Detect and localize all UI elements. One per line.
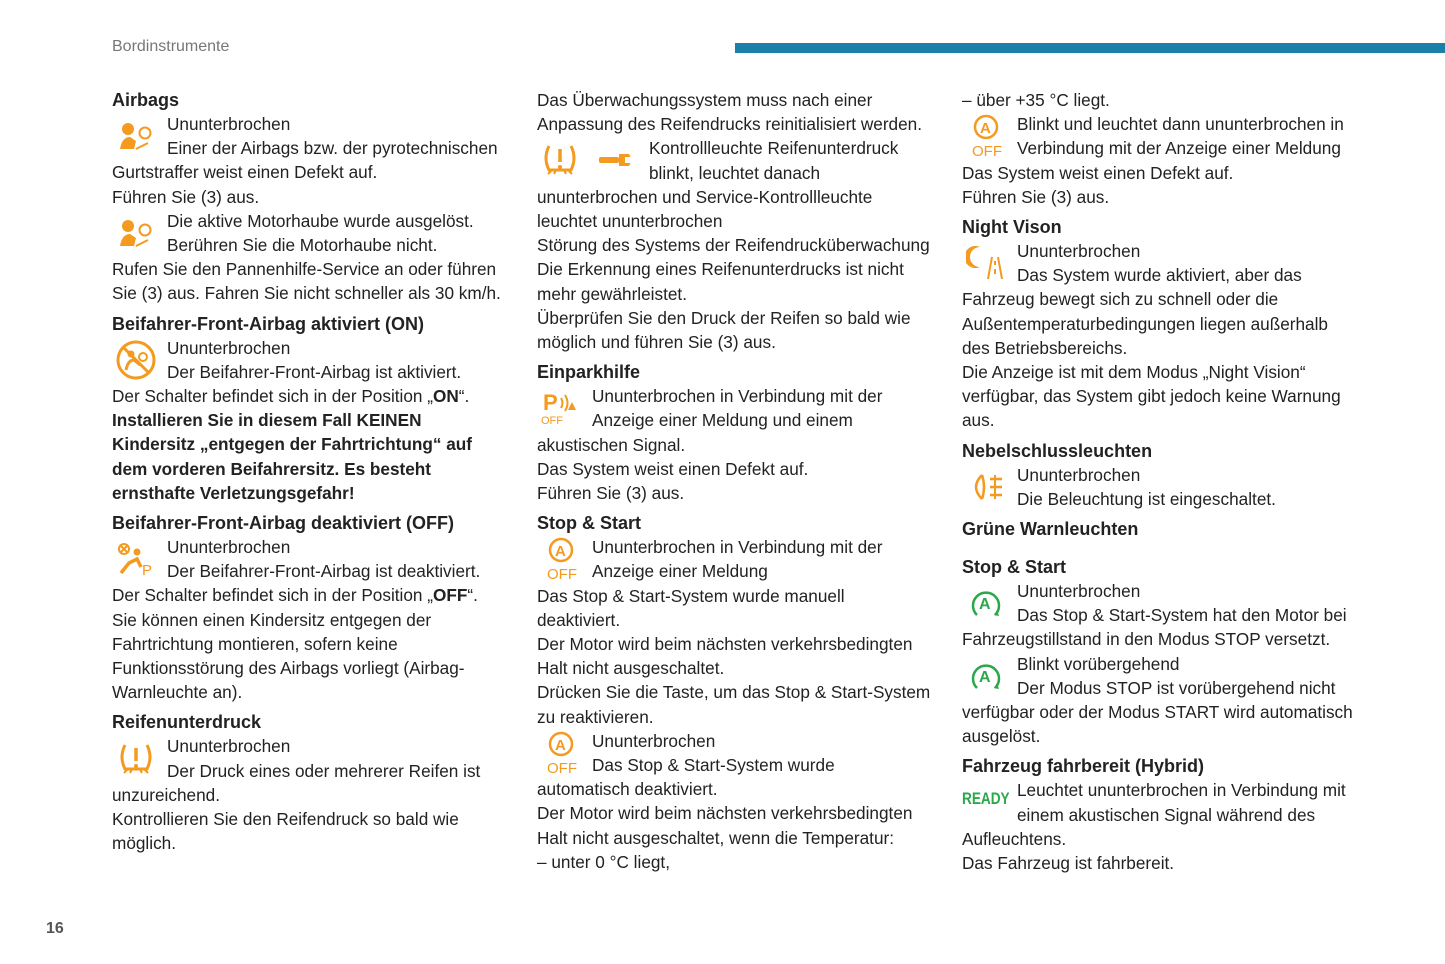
text-span: Der Schalter befindet sich in der Position „ [112,585,433,606]
text-line: Ununterbrochen [592,730,716,751]
text-paragraph: ununterbrochen und Service-Kontrollleuchte leuchtet ununterbrochen [537,186,873,232]
text-line: Einer der Airbags bzw. der pyrotechnischen [167,138,498,159]
text-line: Leuchtet ununterbrochen in Verbindung mit [1017,780,1346,801]
text-line: Anzeige einer Meldung und einem [592,410,853,431]
text-line: Führen Sie (3) aus. [112,186,260,207]
ready-heading: Fahrzeug fahrbereit (Hybrid) [962,756,1205,777]
text-line: Gurtstraffer weist einen Defekt auf. [112,162,378,183]
airbag-off-block [112,535,512,583]
text-line: Ununterbrochen [167,537,291,558]
text-line: Verbindung mit der Anzeige einer Meldung [1017,138,1341,159]
text-line: Der Beifahrer-Front-Airbag ist deaktiviert. [167,561,481,582]
tyre-pressure-heading: Reifenunterdruck [112,712,262,733]
airbag-on-icon [112,338,160,382]
text-line: Der Beifahrer-Front-Airbag ist aktiviert. [167,361,462,382]
stop-start-green-block-2 [962,652,1362,700]
airbag-warning-icon [112,211,160,255]
text-paragraph: Fahrzeug bewegt sich zu schnell oder die Außentemperaturbedingungen liegen außerhalb des Betriebsbereichs. [962,289,1328,358]
text-paragraph: Kontrollieren Sie den Reifendruck so bald wie möglich. [112,809,459,854]
svg-text:A: A [979,596,991,614]
tpms-block [537,136,937,184]
stop-start-block-2 [537,729,937,777]
green-warning-lights-heading: Grüne Warnleuchten [962,519,1139,540]
text-line: blinkt, leuchtet danach [649,162,821,183]
stop-start-active-icon [962,654,1010,698]
text-line: Das Stop & Start-System hat den Motor bei [1017,605,1347,626]
text-line: Anzeige einer Meldung [592,561,768,582]
airbag-on-heading: Beifahrer-Front-Airbag aktiviert (ON) [112,313,425,334]
night-vision-icon [962,241,1010,285]
svg-text:A: A [980,120,991,138]
text-line: Das Stop & Start-System wurde [592,755,835,776]
text-paragraph: Das Stop & Start-System wurde manuell deaktiviert. [537,585,845,630]
text-bold: ON [433,386,459,407]
text-line: Fahrzeugstillstand in den Modus STOP versetzt. [962,629,1331,650]
text-paragraph: verfügbar oder der Modus START wird automatisch ausgelöst. [962,702,1353,747]
column-1 [112,88,512,855]
stop-start-active-icon [962,581,1010,625]
airbags-block-2 [112,209,512,257]
text-line: Störung des Systems der Reifendrucküberwachung [537,235,930,256]
stop-start-off-icon [962,114,1010,158]
text-line: unzureichend. [112,784,220,805]
rear-fog-heading: Nebelschlussleuchten [962,440,1153,461]
ready-block [962,778,1362,826]
text-line: – unter 0 °C liegt, [537,851,670,872]
header-title: Bordinstrumente [112,38,230,55]
parking-aid-heading: Einparkhilfe [537,362,641,383]
airbag-off-heading: Beifahrer-Front-Airbag deaktiviert (OFF) [112,513,455,534]
text-paragraph: Überprüfen Sie den Druck der Reifen so bald wie möglich und führen Sie (3) aus. [537,307,911,353]
text-line: Blinkt vorübergehend [1017,653,1180,674]
stop-start-block-1 [537,535,937,583]
text-bold: OFF [433,585,468,606]
parking-sensor-off-icon [537,386,585,430]
stop-start-green-heading: Stop & Start [962,557,1067,578]
svg-text:P: P [543,390,558,416]
text-line: Ununterbrochen [167,337,291,358]
text-line: Die Beleuchtung ist eingeschaltet. [1017,488,1276,509]
text-line: Das System weist einen Defekt auf. [962,162,1234,183]
svg-text:A: A [555,543,566,561]
svg-text:OFF: OFF [547,566,577,582]
airbag-warning-icon [112,114,160,158]
text-line: Ununterbrochen in Verbindung mit der [592,386,883,407]
text-line: Führen Sie (3) aus. [537,483,685,504]
airbags-block-1 [112,112,512,160]
warning-text: Installieren Sie in diesem Fall KEINEN Kindersitz „entgegen der Fahrtrichtung“ auf dem vorderen Beifahrersitz. Es besteht ernsthafte Verletzungsgefahr! [112,410,473,503]
airbag-off-icon [112,537,160,581]
stop-start-off-icon [537,537,585,581]
tyre-pressure-icon [112,736,160,780]
text-span: Der Schalter befindet sich in der Position „ [112,386,433,407]
text-paragraph: Die Anzeige ist mit dem Modus „Night Vision“ verfügbar, das System gibt jedoch keine Warnung aus. [962,362,1341,431]
rear-fog-block [962,463,1362,511]
text-span: “. [467,585,478,606]
text-line: Das System weist einen Defekt auf. [537,458,809,479]
header-accent-bar [735,43,1445,53]
stop-start-off-icon [537,731,585,775]
text-line: akustischen Signal. [537,434,686,455]
svg-text:A: A [979,668,991,686]
parking-aid-block [537,384,937,432]
text-line: Ununterbrochen [1017,581,1141,602]
text-line: Kontrollleuchte Reifenunterdruck [649,138,899,159]
text-paragraph: Rufen Sie den Pannenhilfe-Service an oder führen Sie (3) aus. Fahren Sie nicht schneller als 30 km/h. [112,259,501,304]
text-line: Der Modus STOP ist vorübergehend nicht [1017,677,1336,698]
text-line: Ununterbrochen [167,114,291,134]
ready-icon-label: READY [962,789,1010,809]
night-vision-heading: Night Vison [962,217,1062,238]
text-line: Führen Sie (3) aus. [962,186,1110,207]
tpms-and-service-icons [537,138,637,182]
rear-fog-light-icon [962,465,1010,509]
text-line: einem akustischen Signal während des [1017,804,1316,825]
text-line: Blinkt und leuchtet dann ununterbrochen in [1017,114,1344,135]
text-paragraph: Das Überwachungssystem muss nach einer Anpassung des Reifendrucks reinitialisiert werden. [537,90,923,135]
svg-text:OFF: OFF [972,143,1002,159]
text-paragraph: Die Erkennung eines Reifenunterdrucks ist nicht mehr gewährleistet. [537,259,904,304]
night-vision-block [962,239,1362,287]
text-line: Ununterbrochen [167,736,291,757]
text-paragraph: Sie können einen Kindersitz entgegen der Fahrtrichtung montieren, sofern keine Funktionsstörung des Airbags vorliegt (Airbag-Warnleuchte an). [112,609,465,703]
page-number: 16 [46,920,64,937]
text-line: Berühren Sie die Motorhaube nicht. [167,235,438,256]
text-paragraph: Drücken Sie die Taste, um das Stop & Start-System zu reaktivieren. [537,682,931,727]
text-line: Das Fahrzeug ist fahrbereit. [962,853,1175,874]
tyre-pressure-block [112,734,512,782]
text-line: automatisch deaktiviert. [537,779,718,800]
text-line [112,384,512,408]
text-line: Der Druck eines oder mehrerer Reifen ist [167,760,481,781]
text-line: Ununterbrochen [1017,464,1141,485]
svg-text:A: A [555,736,566,754]
text-line: Ununterbrochen in Verbindung mit der [592,537,883,558]
stop-start-heading: Stop & Start [537,513,642,534]
svg-text:OFF: OFF [541,415,563,428]
text-line [112,583,512,607]
text-line: – über +35 °C liegt. [962,90,1110,110]
text-line: Die aktive Motorhaube wurde ausgelöst. [167,210,474,231]
text-span: “. [458,386,470,407]
airbags-heading: Airbags [112,90,180,110]
svg-text:P: P [142,562,153,578]
svg-text:OFF: OFF [547,759,577,775]
column-2 [537,88,937,874]
column-3 [962,88,1362,875]
text-line: Aufleuchtens. [962,828,1067,849]
text-line: Ununterbrochen [1017,241,1141,262]
text-line: Das System wurde aktiviert, aber das [1017,265,1302,286]
stop-start-fault-block [962,112,1362,160]
airbag-on-block [112,336,512,384]
stop-start-green-block-1 [962,579,1362,627]
text-paragraph: Der Motor wird beim nächsten verkehrsbedingten Halt nicht ausgeschaltet, wenn die Temperatur: [537,803,913,848]
ready-icon [962,780,1010,824]
text-paragraph: Der Motor wird beim nächsten verkehrsbedingten Halt nicht ausgeschaltet. [537,634,913,679]
